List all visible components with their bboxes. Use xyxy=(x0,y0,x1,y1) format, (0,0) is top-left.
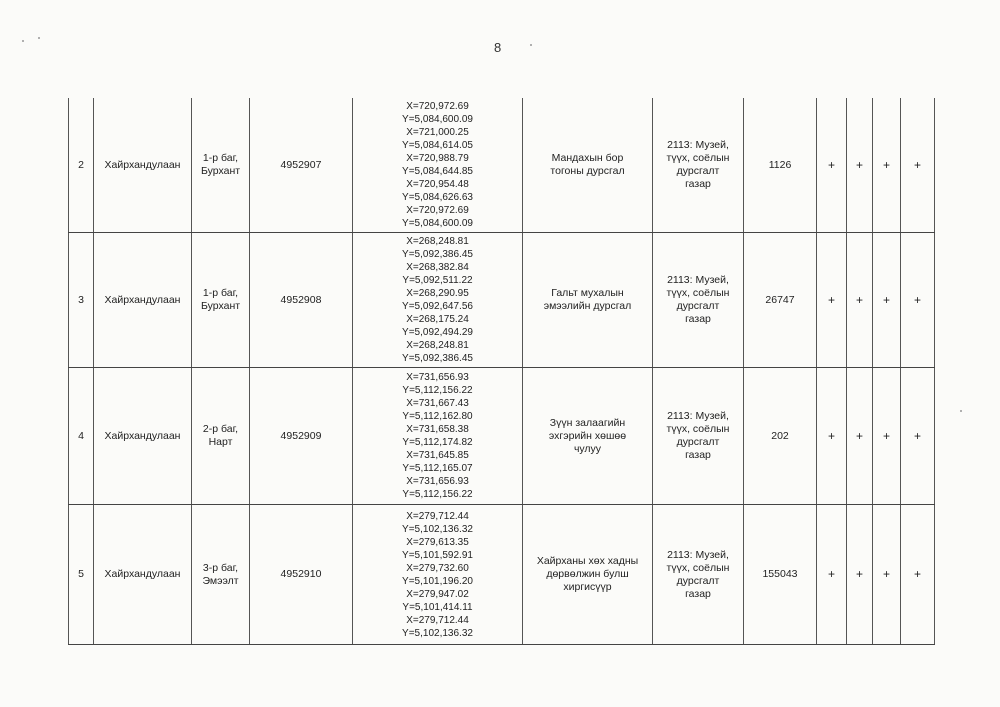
check-mark: + xyxy=(817,98,847,233)
check-mark: + xyxy=(847,233,873,368)
bag-name: 1-р баг, Бурхант xyxy=(192,233,250,368)
check-mark: + xyxy=(901,368,935,505)
check-mark: + xyxy=(873,368,901,505)
land-category: 2113: Музей, түүх, соёлын дурсгалт газар xyxy=(653,233,744,368)
table-row xyxy=(69,505,935,645)
soum-name: Хайрхандулаан xyxy=(94,98,192,233)
coordinates: X=731,656.93 Y=5,112,156.22 X=731,667.43 Y=5,112,162.80 X=731,658.38 Y=5,112,174.82 X=731,645.85 Y=5,112,165.07 X=731,656.93 Y=5,112,156.22 xyxy=(353,368,523,505)
bag-name: 3-р баг, Эмээлт xyxy=(192,505,250,645)
bag-name: 2-р баг, Нарт xyxy=(192,368,250,505)
coordinates: X=279,712.44 Y=5,102,136.32 X=279,613.35 Y=5,101,592.91 X=279,732.60 Y=5,101,196.20 X=279,947.02 Y=5,101,414.11 X=279,712.44 Y=5,102,136.32 xyxy=(353,505,523,645)
site-name: Зүүн залаагийн эхгэрийн хөшөө чулуу xyxy=(523,368,653,505)
area-value: 1126 xyxy=(744,98,817,233)
land-category: 2113: Музей, түүх, соёлын дурсгалт газар xyxy=(653,98,744,233)
check-mark: + xyxy=(817,368,847,505)
soum-name: Хайрхандулаан xyxy=(94,368,192,505)
site-name: Хайрханы хөх хадны дөрвөлжин булш хиргисүүр xyxy=(523,505,653,645)
area-value: 26747 xyxy=(744,233,817,368)
scan-speck xyxy=(530,44,532,46)
check-mark: + xyxy=(873,98,901,233)
scan-speck xyxy=(38,37,40,39)
check-mark: + xyxy=(847,368,873,505)
check-mark: + xyxy=(901,98,935,233)
coordinates: X=720,972.69 Y=5,084,600.09 X=721,000.25 Y=5,084,614.05 X=720,988.79 Y=5,084,644.85 X=720,954.48 Y=5,084,626.63 X=720,972.69 Y=5,084,600.09 xyxy=(353,98,523,233)
area-value: 202 xyxy=(744,368,817,505)
check-mark: + xyxy=(817,233,847,368)
check-mark: + xyxy=(901,505,935,645)
check-mark: + xyxy=(817,505,847,645)
parcel-code: 4952907 xyxy=(250,98,353,233)
row-number: 4 xyxy=(69,368,94,505)
check-mark: + xyxy=(873,233,901,368)
site-name: Мандахын бор тогоны дурсгал xyxy=(523,98,653,233)
soum-name: Хайрхандулаан xyxy=(94,233,192,368)
check-mark: + xyxy=(847,98,873,233)
site-registry-table xyxy=(68,98,935,645)
page-number: 8 xyxy=(494,40,502,55)
row-number: 3 xyxy=(69,233,94,368)
coordinates: X=268,248.81 Y=5,092,386.45 X=268,382.84 Y=5,092,511.22 X=268,290.95 Y=5,092,647.56 X=268,175.24 Y=5,092,494.29 X=268,248.81 Y=5,092,386.45 xyxy=(353,233,523,368)
land-category: 2113: Музей, түүх, соёлын дурсгалт газар xyxy=(653,505,744,645)
bag-name: 1-р баг, Бурхант xyxy=(192,98,250,233)
check-mark: + xyxy=(873,505,901,645)
soum-name: Хайрхандулаан xyxy=(94,505,192,645)
row-number: 5 xyxy=(69,505,94,645)
scan-speck xyxy=(22,40,24,42)
check-mark: + xyxy=(901,233,935,368)
table-row xyxy=(69,368,935,505)
area-value: 155043 xyxy=(744,505,817,645)
parcel-code: 4952909 xyxy=(250,368,353,505)
table-row xyxy=(69,233,935,368)
row-number: 2 xyxy=(69,98,94,233)
parcel-code: 4952908 xyxy=(250,233,353,368)
site-name: Гальт мухалын эмээлийн дурсгал xyxy=(523,233,653,368)
check-mark: + xyxy=(847,505,873,645)
land-category: 2113: Музей, түүх, соёлын дурсгалт газар xyxy=(653,368,744,505)
parcel-code: 4952910 xyxy=(250,505,353,645)
scan-speck xyxy=(960,410,962,412)
table-row xyxy=(69,98,935,233)
